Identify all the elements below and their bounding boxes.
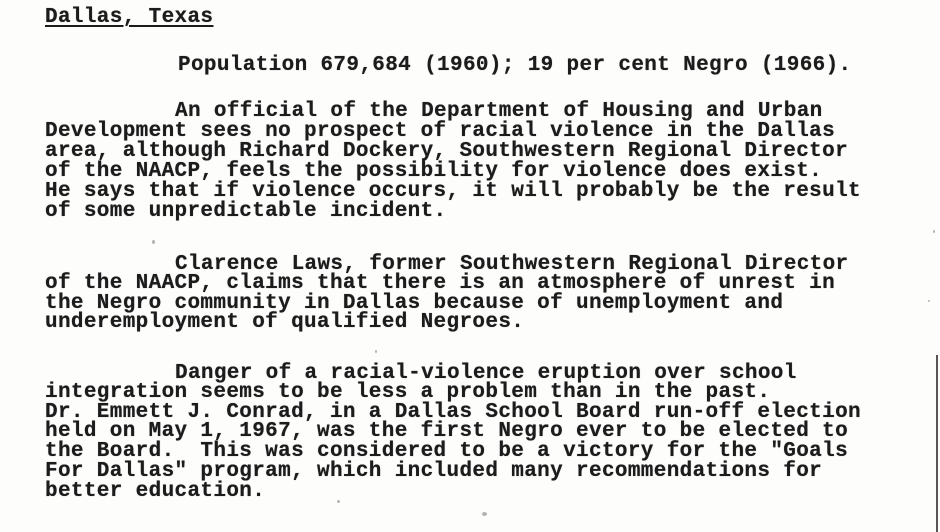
paragraph-line: For Dallas" program, which included many recommendations for <box>45 460 823 483</box>
document-title: Dallas, Texas <box>45 6 214 29</box>
population-line: Population 679,684 (1960); 19 per cent Negro (1966). <box>178 54 852 77</box>
scan-speck <box>928 300 930 302</box>
paragraph-line: better education. <box>45 480 266 503</box>
paragraph-line: area, although Richard Dockery, Southwestern Regional Director <box>45 140 849 163</box>
paragraph-line: the Board. This was considered to be a victory for the "Goals <box>45 440 849 463</box>
paragraph-line: of some unpredictable incident. <box>45 200 447 223</box>
paragraph-line: underemployment of qualified Negroes. <box>45 311 525 334</box>
paragraph-line: of the NAACP, feels the possibility for violence does exist. <box>45 160 823 183</box>
scan-speck <box>933 230 935 233</box>
paragraph-line: held on May 1, 1967, was the first Negro ever to be elected to <box>45 420 849 443</box>
paragraph-line: He says that if violence occurs, it will probably be the result <box>45 180 861 203</box>
paragraph-line: Danger of a racial-violence eruption over school <box>175 362 797 385</box>
scan-edge-line <box>936 355 938 532</box>
paragraph-line: Dr. Emmett J. Conrad, in a Dallas School Board run-off election <box>45 401 861 424</box>
paragraph-line: of the NAACP, claims that there is an atmosphere of unrest in <box>45 272 836 295</box>
paragraph-line: the Negro community in Dallas because of unemployment and <box>45 292 784 315</box>
scan-speck <box>152 240 155 244</box>
scan-speck <box>482 512 487 516</box>
scan-speck <box>337 500 340 503</box>
scan-speck <box>375 350 377 353</box>
paragraph-line: integration seems to be less a problem than in the past. <box>45 381 771 404</box>
paragraph-line: Clarence Laws, former Southwestern Regional Director <box>175 253 849 276</box>
paragraph-line: Development sees no prospect of racial violence in the Dallas <box>45 120 836 143</box>
paragraph-line: An official of the Department of Housing and Urban <box>175 100 823 123</box>
